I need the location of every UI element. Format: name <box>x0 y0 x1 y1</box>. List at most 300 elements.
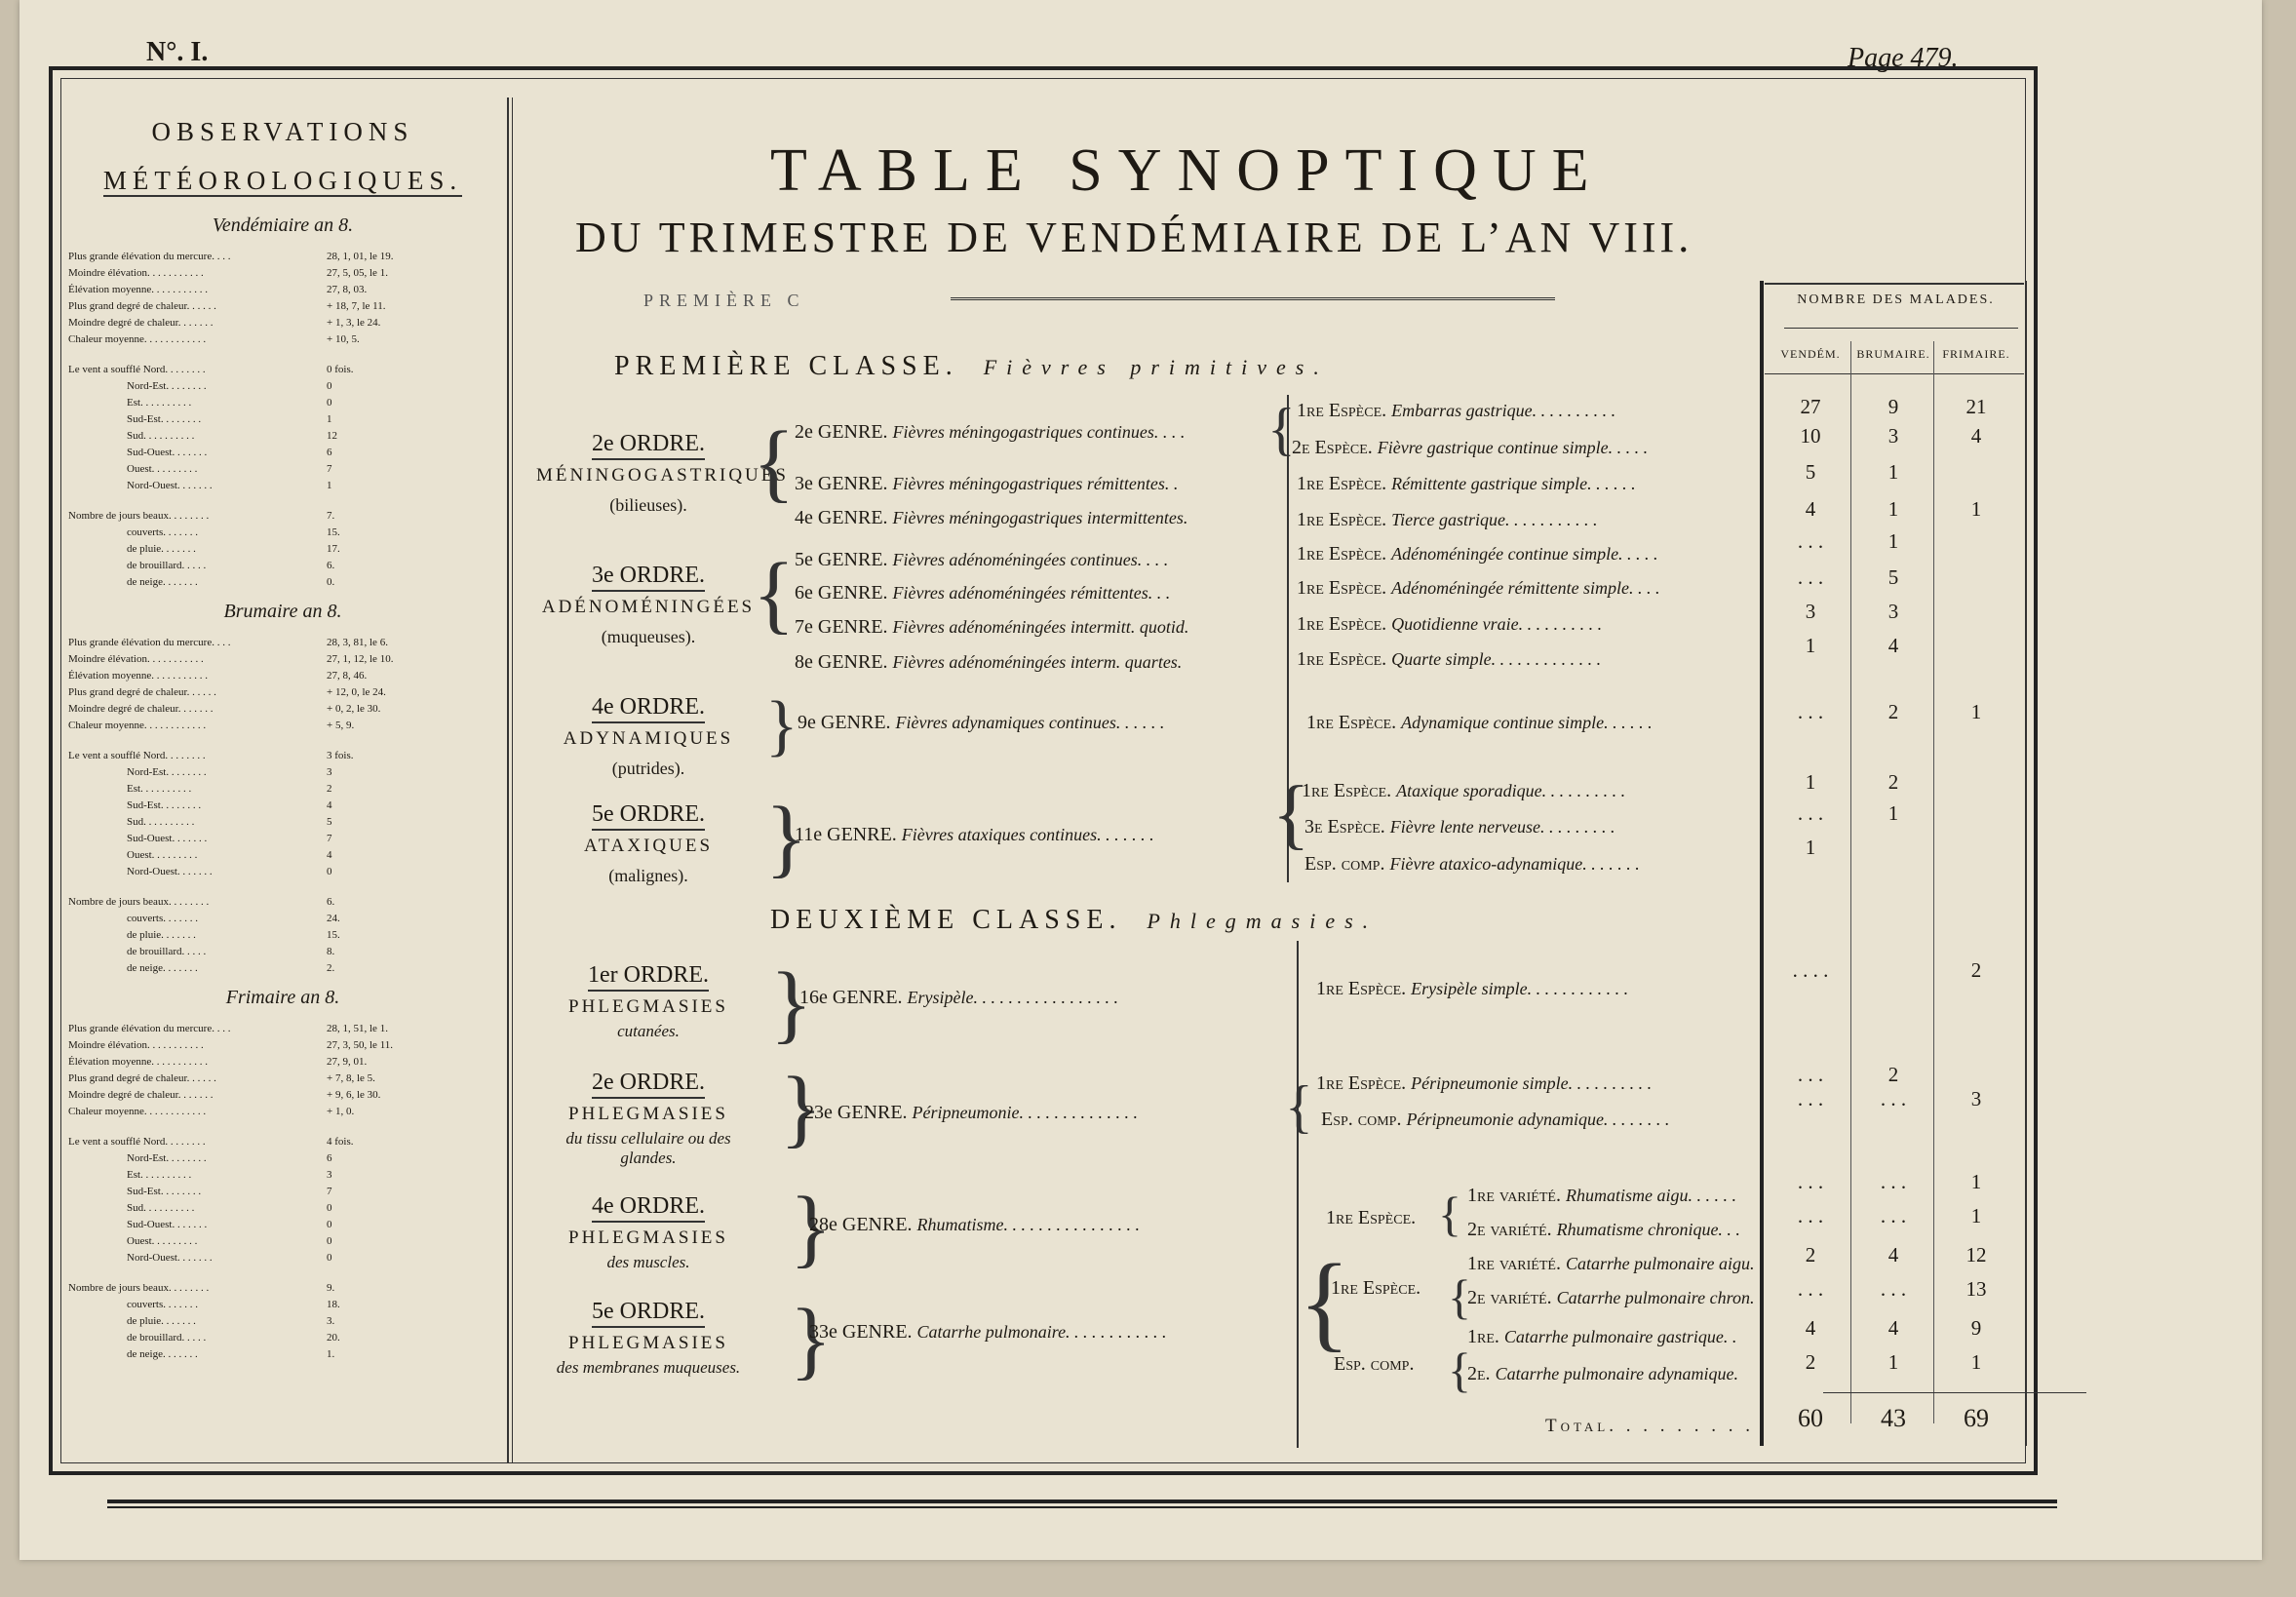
meteo-value: 1 <box>327 413 332 425</box>
espece-line <box>1306 712 1653 734</box>
meteo-value: 1. <box>327 1348 335 1360</box>
count-cell: 4 <box>1805 497 1816 521</box>
meteo-row <box>68 411 497 428</box>
bottom-rule <box>107 1500 2057 1508</box>
espece-number: Esp. comp. <box>1334 1353 1415 1375</box>
meteo-section <box>68 601 497 977</box>
meteo-label: Sud-Ouest. . . . . . . <box>127 833 208 844</box>
meteo-row <box>68 461 497 478</box>
meteo-value: 17. <box>327 543 340 555</box>
meteo-label: Ouest. . . . . . . . . <box>127 463 198 475</box>
meteo-label: Sud-Est. . . . . . . . <box>127 413 202 425</box>
count-cell: . . . . <box>1792 958 1829 982</box>
meteo-value: 0 fois. <box>327 364 354 375</box>
meteo-title-line1: OBSERVATIONS <box>151 117 414 146</box>
genre-text: Catarrhe pulmonaire. . . . . . . . . . . . <box>916 1322 1167 1342</box>
meteo-row <box>68 1150 497 1167</box>
meteo-row <box>68 525 497 541</box>
col-vendemiaire: VENDÉM. <box>1780 347 1841 361</box>
brace: } <box>770 955 813 1052</box>
meteo-value: 3. <box>327 1315 335 1327</box>
meteo-value: 6. <box>327 896 335 908</box>
ordre-number: 4e ORDRE. <box>592 692 705 723</box>
meteo-label: Nord-Ouest. . . . . . . <box>127 1252 213 1264</box>
count-cell: . . . <box>1880 1087 1907 1110</box>
meteo-row <box>68 282 497 298</box>
meteo-row <box>68 944 497 960</box>
meteo-value: 7 <box>327 1186 332 1197</box>
ordre-name: PHLEGMASIES <box>568 1227 728 1248</box>
meteo-value: + 7, 8, le 5. <box>327 1072 375 1084</box>
meteo-label: Est. . . . . . . . . . <box>127 1169 192 1181</box>
genre-line <box>795 421 1185 444</box>
ordre-note: des membranes muqueuses. <box>556 1358 741 1377</box>
genre-number: 23e GENRE. <box>804 1102 908 1123</box>
espece-line <box>1467 1253 1754 1275</box>
meteo-row <box>68 668 497 684</box>
meteo-value: 27, 5, 05, le 1. <box>327 267 388 279</box>
espece-number: 1re Espèce. <box>1297 473 1387 494</box>
ordre-note: (bilieuses). <box>609 495 687 515</box>
meteo-value: 0 <box>327 397 332 409</box>
meteo-row <box>68 1071 497 1087</box>
espece-text: Quotidienne vraie. . . . . . . . . . <box>1391 614 1603 634</box>
genre-text: Fièvres ataxiques continues. . . . . . . <box>901 825 1154 844</box>
meteo-row <box>68 331 497 348</box>
count-cell: 4 <box>1887 1243 1899 1266</box>
meteo-label: couverts. . . . . . . <box>127 526 199 538</box>
espece-line <box>1297 648 1601 671</box>
meteo-label: de brouillard. . . . . <box>127 560 207 571</box>
count-cell: 1 <box>1805 634 1816 657</box>
meteo-row <box>68 541 497 558</box>
meteo-value: 5 <box>327 816 332 828</box>
meteo-label: Moindre élévation. . . . . . . . . . . <box>68 1039 204 1051</box>
meteo-row <box>68 1330 497 1346</box>
brace: } <box>765 688 798 763</box>
ordre-note: cutanées. <box>617 1022 680 1040</box>
count-table <box>1760 281 2027 1446</box>
meteo-label: Moindre degré de chaleur. . . . . . . <box>68 1089 214 1101</box>
count-rule <box>1823 1392 2086 1393</box>
meteo-row <box>68 635 497 651</box>
meteo-value: 27, 3, 50, le 11. <box>327 1039 394 1051</box>
column-divider <box>507 97 513 1462</box>
meteo-label: Plus grande élévation du mercure. . . . <box>68 637 231 648</box>
count-cell: 12 <box>1965 1243 1987 1266</box>
meteo-section-heading: Brumaire an 8. <box>223 601 342 622</box>
meteo-row <box>68 298 497 315</box>
espece-number: 1re Espèce. <box>1297 577 1387 599</box>
meteo-row <box>68 960 497 977</box>
meteo-label: Sud-Est. . . . . . . . <box>127 799 202 811</box>
ordre-block <box>536 960 760 1041</box>
genre-line <box>795 549 1168 571</box>
meteo-value: 7 <box>327 833 332 844</box>
meteo-row <box>68 1054 497 1071</box>
count-cell: 1 <box>1887 529 1899 553</box>
count-cell: 3 <box>1887 424 1899 448</box>
meteo-value: 27, 1, 12, le 10. <box>327 653 394 665</box>
espece-text: Catarrhe pulmonaire aigu. <box>1565 1254 1755 1273</box>
count-cell: 4 <box>1887 634 1899 657</box>
meteo-label: de brouillard. . . . . <box>127 1332 207 1344</box>
meteo-row <box>68 1250 497 1266</box>
espece-text: Rhumatisme aigu. . . . . . <box>1565 1186 1736 1205</box>
ordre-name: PHLEGMASIES <box>568 1333 728 1353</box>
meteo-value: + 12, 0, le 24. <box>327 686 386 698</box>
ordre-name: ADÉNOMÉNINGÉES <box>541 597 756 617</box>
espece-text: Péripneumonie adynamique. . . . . . . . <box>1406 1110 1670 1129</box>
brace: } <box>765 790 808 886</box>
meteo-value: 0 <box>327 866 332 877</box>
meteo-row <box>68 1313 497 1330</box>
ordre-name: ATAXIQUES <box>583 836 714 856</box>
genre-text: Fièvres adénoméningées rémittentes. . . <box>892 583 1171 603</box>
count-cell: 4 <box>1887 1316 1899 1340</box>
total-frimaire: 69 <box>1964 1404 1989 1432</box>
brace: { <box>1438 1187 1461 1241</box>
espece-text: Rémittente gastrique simple. . . . . . <box>1391 474 1636 493</box>
meteo-label: Chaleur moyenne. . . . . . . . . . . . <box>68 1106 207 1117</box>
espece-text: Catarrhe pulmonaire gastrique. . <box>1503 1327 1737 1346</box>
meteo-row <box>68 478 497 494</box>
brace: { <box>1285 1074 1313 1139</box>
meteo-label: Sud. . . . . . . . . . <box>127 816 195 828</box>
genre-line <box>795 582 1170 604</box>
count-rule <box>1784 328 2018 329</box>
meteo-label: Plus grand degré de chaleur. . . . . . <box>68 300 216 312</box>
meteo-label: Chaleur moyenne. . . . . . . . . . . . <box>68 720 207 731</box>
count-cell: 1 <box>1805 770 1816 794</box>
meteo-label: Nombre de jours beaux. . . . . . . . <box>68 510 210 522</box>
meteo-row <box>68 362 497 378</box>
meteo-label: Sud-Ouest. . . . . . . <box>127 1219 208 1230</box>
meteo-label: Le vent a soufflé Nord. . . . . . . . <box>68 364 206 375</box>
count-cell: . . . <box>1880 1170 1907 1193</box>
brace: { <box>753 414 796 511</box>
espece-line <box>1321 1109 1669 1131</box>
brace: { <box>1299 1242 1350 1361</box>
brace: { <box>1272 771 1310 857</box>
meteo-row <box>68 378 497 395</box>
meteo-row <box>68 831 497 847</box>
espece-text: Fièvre gastrique continue simple. . . . . <box>1377 438 1649 457</box>
genre-text: Péripneumonie. . . . . . . . . . . . . . <box>912 1103 1139 1122</box>
espece-number: Esp. comp. <box>1321 1109 1402 1130</box>
ordre-name: PHLEGMASIES <box>568 1104 728 1124</box>
meteo-row <box>68 1104 497 1120</box>
genre-number: 4e GENRE. <box>795 507 888 528</box>
count-cell: 1 <box>1970 1350 1982 1374</box>
ordre-note: des muscles. <box>606 1253 690 1271</box>
genre-espece-separator <box>1297 941 1299 1448</box>
count-cell: 1 <box>1970 1170 1982 1193</box>
meteo-row <box>68 1134 497 1150</box>
count-cell: 5 <box>1887 565 1899 589</box>
espece-text: Catarrhe pulmonaire adynamique. <box>1495 1364 1739 1383</box>
meteo-column <box>68 107 497 1363</box>
espece-text: Adénoméningée rémittente simple. . . . <box>1391 578 1660 598</box>
meteo-value: + 1, 3, le 24. <box>327 317 381 329</box>
espece-text: Adynamique continue simple. . . . . . <box>1401 713 1653 732</box>
count-cell: 1 <box>1887 1350 1899 1374</box>
meteo-value: 0 <box>327 380 332 392</box>
espece-line <box>1467 1219 1740 1241</box>
meteo-row <box>68 445 497 461</box>
espece-line <box>1467 1363 1738 1385</box>
count-cell: 2 <box>1970 958 1982 982</box>
meteo-value: 27, 9, 01. <box>327 1056 368 1068</box>
genre-line <box>795 616 1188 639</box>
genre-text: Fièvres adénoméningées continues. . . . <box>892 550 1169 569</box>
count-cell: 2 <box>1887 700 1899 723</box>
espece-line <box>1326 1207 1416 1229</box>
count-cell: 4 <box>1970 424 1982 448</box>
espece-number: 2e variété. <box>1467 1219 1552 1240</box>
class1-heading <box>614 351 1329 382</box>
meteo-label: de brouillard. . . . . <box>127 946 207 957</box>
espece-line <box>1297 509 1597 531</box>
count-cell: 1 <box>1887 460 1899 484</box>
espece-text: Fièvre lente nerveuse. . . . . . . . . <box>1389 817 1615 837</box>
meteo-row <box>68 508 497 525</box>
class1-subtitle: Fièvres primitives. <box>983 355 1329 379</box>
meteo-label: Nord-Est. . . . . . . . <box>127 380 207 392</box>
meteo-value: + 9, 6, le 30. <box>327 1089 381 1101</box>
meteo-row <box>68 428 497 445</box>
meteo-label: Le vent a soufflé Nord. . . . . . . . <box>68 750 206 761</box>
meteo-value: 4 <box>327 849 332 861</box>
meteo-label: Est. . . . . . . . . . <box>127 783 192 795</box>
ordre-name: ADYNAMIQUES <box>563 728 734 749</box>
meteo-label: de neige. . . . . . . <box>127 576 198 588</box>
meteo-value: 2 <box>327 783 332 795</box>
page-title: TABLE SYNOPTIQUE <box>770 137 1605 204</box>
meteo-value: 28, 1, 01, le 19. <box>327 251 394 262</box>
genre-number: 6e GENRE. <box>795 582 888 604</box>
count-cell: . . . <box>1797 529 1824 553</box>
genre-text: Fièvres adynamiques continues. . . . . . <box>895 713 1165 732</box>
meteo-label: Sud-Ouest. . . . . . . <box>127 447 208 458</box>
meteo-row <box>68 1167 497 1184</box>
count-cell: . . . <box>1880 1204 1907 1227</box>
meteo-row <box>68 395 497 411</box>
ordre-block <box>536 561 760 651</box>
meteo-value: 6. <box>327 560 335 571</box>
meteo-label: Moindre élévation. . . . . . . . . . . <box>68 653 204 665</box>
ordre-number: 5e ORDRE. <box>592 799 705 831</box>
ordre-number: 2e ORDRE. <box>592 429 705 460</box>
espece-number: 1re Espèce. <box>1297 648 1387 670</box>
meteo-value: 7. <box>327 510 335 522</box>
count-cell: 1 <box>1805 836 1816 859</box>
count-rule <box>1765 283 2024 285</box>
meteo-row <box>68 558 497 574</box>
ordre-number: 4e ORDRE. <box>592 1191 705 1223</box>
genre-number: 5e GENRE. <box>795 549 888 570</box>
meteo-label: Le vent a soufflé Nord. . . . . . . . <box>68 1136 206 1148</box>
count-cell: 1 <box>1887 801 1899 825</box>
meteo-value: 6 <box>327 447 332 458</box>
meteo-row <box>68 1233 497 1250</box>
document-sheet <box>19 0 2262 1560</box>
meteo-row <box>68 911 497 927</box>
meteo-label: Élévation moyenne. . . . . . . . . . . <box>68 670 208 682</box>
espece-text: Rhumatisme chronique. . . <box>1556 1220 1740 1239</box>
count-cell: . . . <box>1797 1087 1824 1110</box>
espece-text: Péripneumonie simple. . . . . . . . . . <box>1411 1073 1653 1093</box>
espece-number: 2e Espèce. <box>1292 437 1373 458</box>
brace: } <box>790 1292 833 1388</box>
meteo-value: 6 <box>327 1152 332 1164</box>
meteo-label: Nord-Est. . . . . . . . <box>127 1152 207 1164</box>
meteo-row <box>68 864 497 880</box>
count-cell: 10 <box>1800 424 1821 448</box>
espece-line <box>1316 978 1628 1000</box>
espece-text: Fièvre ataxico-adynamique. . . . . . . <box>1389 854 1640 874</box>
genre-line <box>795 651 1182 674</box>
espece-number: 1re Espèce. <box>1316 1072 1407 1094</box>
genre-line <box>809 1321 1167 1344</box>
ordre-name: MÉNINGOGASTRIQUES <box>536 465 789 486</box>
count-cell: . . . <box>1797 801 1824 825</box>
count-cell: 2 <box>1887 1063 1899 1086</box>
meteo-label: de pluie. . . . . . . <box>127 929 196 941</box>
meteo-row <box>68 927 497 944</box>
ordre-number: 3e ORDRE. <box>592 561 705 592</box>
espece-line <box>1467 1185 1736 1207</box>
genre-text: Fièvres méningogastriques intermittentes. <box>892 508 1188 527</box>
espece-text: Catarrhe pulmonaire chron. <box>1556 1288 1755 1307</box>
meteo-label: Nombre de jours beaux. . . . . . . . <box>68 1282 210 1294</box>
meteo-value: 18. <box>327 1299 340 1310</box>
meteo-value: 15. <box>327 929 340 941</box>
meteo-value: 8. <box>327 946 335 957</box>
meteo-row <box>68 814 497 831</box>
meteo-value: 0 <box>327 1219 332 1230</box>
meteo-value: 4 fois. <box>327 1136 354 1148</box>
espece-number: 1re. <box>1467 1326 1499 1347</box>
meteo-label: de pluie. . . . . . . <box>127 543 196 555</box>
espece-number: 2e. <box>1467 1363 1491 1384</box>
count-cell: 9 <box>1887 395 1899 418</box>
meteo-value: 9. <box>327 1282 335 1294</box>
class1-name: PREMIÈRE CLASSE. <box>614 351 958 381</box>
count-cell: 2 <box>1805 1243 1816 1266</box>
genre-line <box>798 712 1164 734</box>
espece-number: 1re Espèce. <box>1302 780 1392 801</box>
meteo-row <box>68 847 497 864</box>
espece-number: 1re Espèce. <box>1306 712 1397 733</box>
meteo-label: Plus grand degré de chaleur. . . . . . <box>68 686 216 698</box>
meteo-row <box>68 1021 497 1037</box>
total-vendemiaire: 60 <box>1798 1404 1823 1432</box>
genre-line <box>804 1102 1138 1124</box>
meteo-label: Nombre de jours beaux. . . . . . . . <box>68 896 210 908</box>
meteo-value: 1 <box>327 480 332 491</box>
meteo-row <box>68 701 497 718</box>
espece-line <box>1316 1072 1652 1095</box>
count-cell: 3 <box>1805 600 1816 623</box>
espece-number: 1re variété. <box>1467 1253 1561 1274</box>
espece-number: 1re Espèce. <box>1297 400 1387 421</box>
meteo-label: Plus grande élévation du mercure. . . . <box>68 1023 231 1034</box>
genre-number: 33e GENRE. <box>809 1321 913 1343</box>
meteo-value: 0 <box>327 1202 332 1214</box>
count-cell: 13 <box>1965 1277 1987 1301</box>
espece-number: 1re Espèce. <box>1326 1207 1417 1228</box>
meteo-label: Moindre degré de chaleur. . . . . . . <box>68 703 214 715</box>
meteo-label: Sud-Est. . . . . . . . <box>127 1186 202 1197</box>
ordre-number: 5e ORDRE. <box>592 1297 705 1328</box>
meteo-section <box>68 987 497 1363</box>
genre-text: Erysipèle. . . . . . . . . . . . . . . . . <box>907 988 1119 1007</box>
meteo-row <box>68 265 497 282</box>
meteo-value: + 0, 2, le 30. <box>327 703 381 715</box>
espece-text: Quarte simple. . . . . . . . . . . . . <box>1391 649 1602 669</box>
espece-number: 2e variété. <box>1467 1287 1552 1308</box>
class2-heading <box>770 905 1378 936</box>
meteo-row <box>68 1184 497 1200</box>
meteo-section <box>68 214 497 591</box>
meteo-label: Élévation moyenne. . . . . . . . . . . <box>68 1056 208 1068</box>
espece-number: 1re Espèce. <box>1331 1277 1421 1299</box>
ordre-name: PHLEGMASIES <box>568 996 728 1017</box>
meteo-row <box>68 894 497 911</box>
meteo-value: 15. <box>327 526 340 538</box>
ordre-block <box>536 1191 760 1272</box>
genre-line <box>795 473 1178 495</box>
class2-name: DEUXIÈME CLASSE. <box>770 905 1122 935</box>
page-number-label: N°. I. <box>146 37 209 67</box>
meteo-row <box>68 748 497 764</box>
meteo-value: 24. <box>327 913 340 924</box>
meteo-row <box>68 574 497 591</box>
ordre-note: (malignes). <box>608 866 688 885</box>
meteo-value: 28, 3, 81, le 6. <box>327 637 388 648</box>
meteo-value: 20. <box>327 1332 340 1344</box>
meteo-row <box>68 1200 497 1217</box>
ordre-block <box>536 429 789 520</box>
title-rule <box>951 297 1555 300</box>
meteo-label: de neige. . . . . . . <box>127 962 198 974</box>
espece-number: 1re Espèce. <box>1316 978 1407 999</box>
espece-text: Ataxique sporadique. . . . . . . . . . <box>1396 781 1626 800</box>
meteo-label: Nord-Ouest. . . . . . . <box>127 480 213 491</box>
meteo-row <box>68 1217 497 1233</box>
count-cell: . . . <box>1797 700 1824 723</box>
meteo-label: couverts. . . . . . . <box>127 913 199 924</box>
meteo-label: Chaleur moyenne. . . . . . . . . . . . <box>68 333 207 345</box>
meteo-row <box>68 781 497 798</box>
meteo-row <box>68 1346 497 1363</box>
col-brumaire: BRUMAIRE. <box>1856 347 1930 361</box>
meteo-value: + 18, 7, le 11. <box>327 300 386 312</box>
espece-line <box>1467 1287 1754 1309</box>
meteo-label: Ouest. . . . . . . . . <box>127 1235 198 1247</box>
brace: { <box>1448 1269 1471 1324</box>
brace: } <box>790 1180 833 1276</box>
meteo-value: 0. <box>327 576 335 588</box>
meteo-label: Nord-Est. . . . . . . . <box>127 766 207 778</box>
ordre-note: du tissu cellulaire ou des glandes. <box>565 1129 731 1167</box>
page-label: Page 479. <box>1848 43 1959 73</box>
brace: { <box>753 546 796 643</box>
espece-number: 1re Espèce. <box>1297 509 1387 530</box>
count-cell: 1 <box>1970 700 1982 723</box>
meteo-value: 2. <box>327 962 335 974</box>
